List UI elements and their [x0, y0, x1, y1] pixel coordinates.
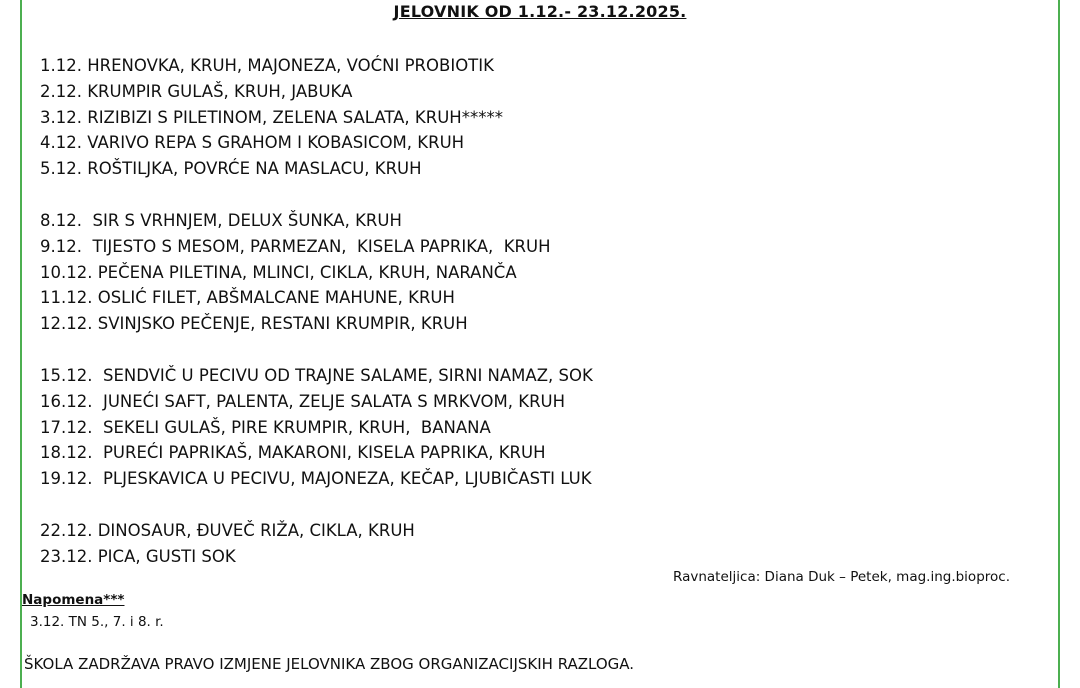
menu-item: 15.12. SENDVIČ U PECIVU OD TRAJNE SALAME, SIRNI NAMAZ, SOK: [40, 365, 593, 385]
menu-item: 16.12. JUNEĆI SAFT, PALENTA, ZELJE SALATA S MRKVOM, KRUH: [40, 391, 566, 411]
menu-item: 1.12. HRENOVKA, KRUH, MAJONEZA, VOĆNI PROBIOTIK: [40, 56, 494, 75]
menu-item: 18.12. PUREĆI PAPRIKAŠ, MAKARONI, KISELA PAPRIKA, KRUH: [40, 443, 546, 463]
menu-item: 19.12. PLJESKAVICA U PECIVU, MAJONEZA, KEČAP, LJUBIČASTI LUK: [40, 469, 592, 489]
menu-item: 23.12. PICA, GUSTI SOK: [40, 546, 236, 566]
menu-item: 12.12. SVINJSKO PEČENJE, RESTANI KRUMPIR, KRUH: [40, 314, 468, 334]
menu-item: 4.12. VARIVO REPA S GRAHOM I KOBASICOM, KRUH: [40, 133, 465, 153]
menu-item: 17.12. SEKELI GULAŠ, PIRE KRUMPIR, KRUH, BANANA: [40, 417, 491, 437]
menu-item: 2.12. KRUMPIR GULAŠ, KRUH, JABUKA: [40, 81, 353, 101]
menu-item: 11.12. OSLIĆ FILET, ABŠMALCANE MAHUNE, KRUH: [40, 288, 455, 308]
menu-item: 10.12. PEČENA PILETINA, MLINCI, CIKLA, KRUH, NARANČA: [40, 262, 517, 282]
disclaimer: ŠKOLA ZADRŽAVA PRAVO IZMJENE JELOVNIKA ZBOG ORGANIZACIJSKIH RAZLOGA.: [24, 655, 635, 673]
menu-item: 8.12. SIR S VRHNJEM, DELUX ŠUNKA, KRUH: [40, 210, 402, 230]
menu-item: 3.12. RIZIBIZI S PILETINOM, ZELENA SALATA, KRUH*****: [40, 107, 503, 127]
menu-item: 5.12. ROŠTILJKA, POVRĆE NA MASLACU, KRUH: [40, 159, 422, 179]
menu-item: 9.12. TIJESTO S MESOM, PARMEZAN, KISELA PAPRIKA, KRUH: [40, 236, 551, 256]
week-separator: [40, 492, 593, 518]
menu-list: [40, 53, 593, 570]
note-text: 3.12. TN 5., 7. i 8. r.: [30, 614, 164, 630]
menu-item: 22.12. DINOSAUR, ĐUVEČ RIŽA, CIKLA, KRUH: [40, 520, 415, 540]
week-separator: [40, 182, 593, 208]
document-title: JELOVNIK OD 1.12.- 23.12.2025.: [393, 2, 687, 21]
week-separator: [40, 337, 593, 363]
signature: Ravnateljica: Diana Duk – Petek, mag.ing.bioproc.: [673, 569, 1010, 585]
note-title: Napomena***: [22, 592, 125, 608]
